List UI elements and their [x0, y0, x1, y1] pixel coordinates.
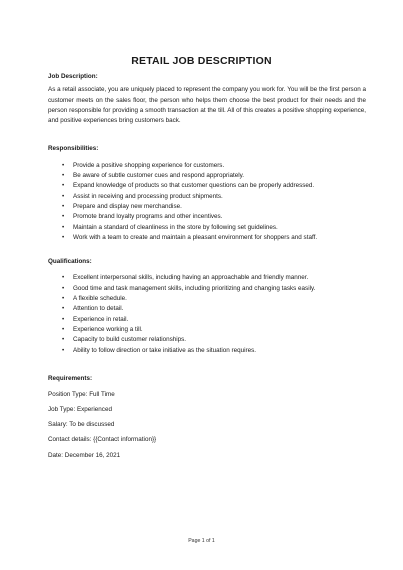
- contact-details: Contact details: {{Contact information}}: [48, 436, 157, 444]
- document-body: [48, 72, 366, 466]
- responsibilities-section: [48, 144, 366, 243]
- responsibilities-list: [48, 161, 366, 243]
- requirements-section: [48, 374, 366, 461]
- date: Date: December 16, 2021: [48, 451, 121, 459]
- list-item: • A flexible schedule.: [48, 294, 366, 304]
- list-item: • Provide a positive shopping experience for customers.: [48, 161, 366, 171]
- list-item: • Attention to detail.: [48, 304, 366, 314]
- list-item: • Be aware of subtle customer cues and respond appropriately.: [48, 171, 366, 181]
- requirements-details: [48, 390, 366, 461]
- list-item: • Ability to follow direction or take initiative as the situation requires.: [48, 346, 366, 356]
- responsibilities-heading: Responsibilities:: [48, 145, 99, 153]
- list-item: • Capacity to build customer relationships.: [48, 335, 366, 345]
- position-type: Position Type: Full Time: [48, 391, 115, 399]
- job-type: Job Type: Experienced: [48, 406, 112, 414]
- list-item: • Work with a team to create and maintain a pleasant environment for shoppers and staff.: [48, 233, 366, 243]
- list-item: • Assist in receiving and processing product shipments.: [48, 192, 366, 202]
- list-item: • Excellent interpersonal skills, including having an approachable and friendly manner.: [48, 273, 366, 283]
- list-item: • Maintain a standard of cleanliness in the store by following set guidelines.: [48, 223, 366, 233]
- page-number: Page 1 of 1: [188, 538, 215, 544]
- list-item: • Good time and task management skills, including prioritizing and changing tasks easily.: [48, 284, 366, 294]
- salary: Salary: To be discussed: [48, 421, 115, 429]
- document-title: RETAIL JOB DESCRIPTION: [131, 55, 272, 67]
- qualifications-heading: Qualifications:: [48, 258, 92, 266]
- requirements-heading: Requirements:: [48, 374, 93, 382]
- list-item: • Promote brand loyalty programs and other incentives.: [48, 212, 366, 222]
- list-item: • Experience in retail.: [48, 315, 366, 325]
- job-description-text: As a retail associate, you are uniquely placed to represent the company you work for. You will be the first person a customer meets on the sales floor, the person who helps them choose the best product for their needs and the person responsible for providing a smooth transaction at the till. All of this creates a positive shopping experience, and positive experiences bring customers back.: [48, 86, 366, 125]
- list-item: • Expand knowledge of products so that customer questions can be properly addressed.: [48, 181, 366, 191]
- list-item: • Experience working a till.: [48, 325, 366, 335]
- qualifications-section: [48, 257, 366, 356]
- list-item: • Prepare and display new merchandise.: [48, 202, 366, 212]
- job-description-heading: Job Description:: [48, 73, 98, 80]
- qualifications-list: [48, 273, 366, 355]
